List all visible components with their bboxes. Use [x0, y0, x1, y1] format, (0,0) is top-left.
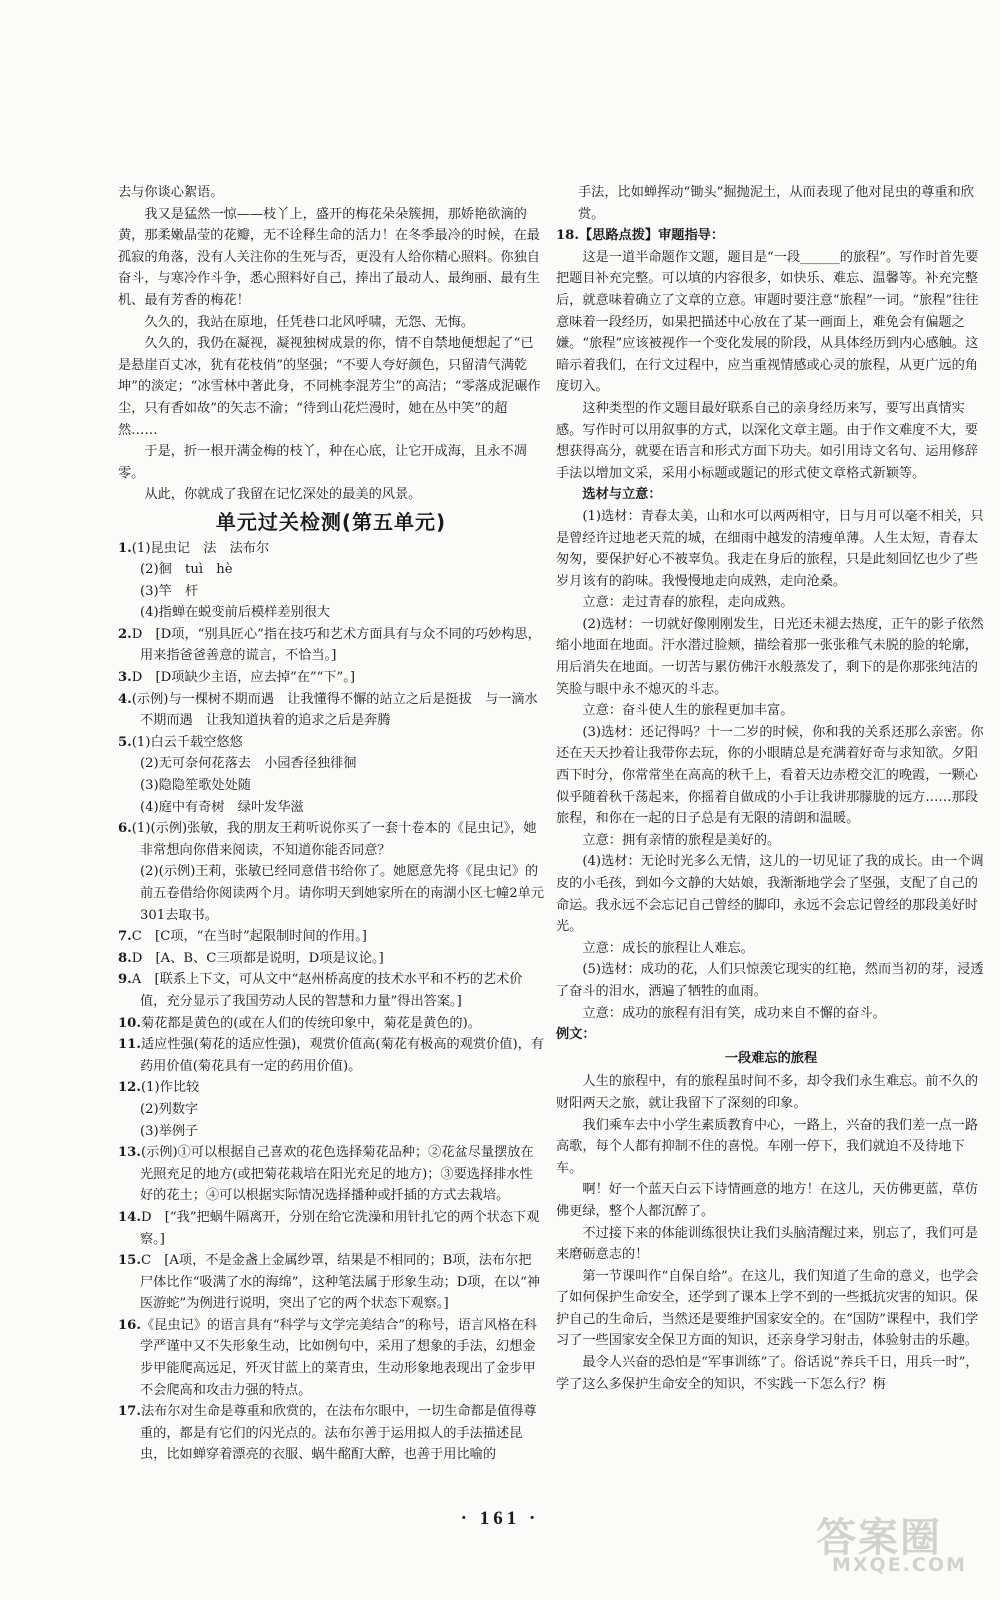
left-column — [118, 182, 544, 1466]
answer-15 — [118, 1250, 544, 1315]
example-label: 例文： — [556, 1027, 596, 1043]
question-number: 11. — [118, 1037, 141, 1053]
essay-paragraph: 啊！好一个蓝天白云下诗情画意的地方！在这儿，天仿佛更蓝，草仿佛更绿，整个人都沉醉了。 — [556, 1182, 979, 1219]
question-number: 8. — [118, 950, 132, 966]
answer-4 — [118, 689, 544, 732]
question-number: 14. — [118, 1209, 141, 1225]
question-number: 17. — [118, 1404, 141, 1420]
guide-paragraph: 这是一道半命题作文题，题目是“一段______的旅程”。写作时首先要把题目补充完整。可以填的内容很多，如快乐、难忘、温馨等。补充完整后，就意味着确立了文章的立意。审题时要注意“旅程”一词。“旅程”往往意味着一段经历，如果把描述中心放在了某一画面上，难免会有偏题之嫌。“旅程”应该被视作一个变化发展的阶段，从具体经历到内心感触。这暗示着我们，在行文过程中，应当重视情感或心灵的旅程，从更广远的角度切入。 — [556, 249, 979, 395]
answer-text: D [D项缺少主语，应去掉“在”“下”。] — [131, 670, 356, 686]
answer-1 — [118, 538, 544, 624]
answer-18-heading — [556, 225, 986, 247]
answer-text: D [“我”把蜗牛隔离开，分别在给它洗澡和用针扎它的两个状态下观察。] — [140, 1209, 540, 1247]
answer-text: (1)昆虫记 法 法布尔 — [131, 540, 270, 556]
essay-paragraph: 不过接下来的体能训练很快让我们头脑清醒过来，别忘了，我们可是来磨砺意志的！ — [556, 1225, 979, 1263]
answer-12 — [118, 1077, 544, 1142]
answer-17 — [118, 1401, 544, 1466]
material-point: (4)选材：无论时光多么无情，这儿的一切见证了我的成长。由一个调皮的小毛孩，到如今文静的大姑娘，我渐渐地学会了坚强，支配了自己的命运。我永远不会忘记自己曾经的脚印，永远不会忘记曾经的那段美好时光。 — [556, 854, 984, 935]
answer-text: (3)隐隐笙歌处处随 — [140, 778, 251, 794]
essay-paragraph: 从此，你就成了我留在记忆深处的最美的风景。 — [144, 487, 422, 503]
answer-text: C [C项，“在当时”起限制时间的作用。] — [131, 929, 367, 945]
question-number: 5. — [118, 734, 132, 750]
answer-8 — [118, 948, 544, 970]
material-point: (1)选材：青春太美，山和水可以两两相守，日与月可以毫不相关，只是曾经许过地老天荒的城，在细雨中越发的清瘦单薄。人生太短，青春太匆匆，要保护好心不被辜负。我走在身后的旅程，只是此刻回忆也少了些岁月该有的韵味。我慢慢地走向成熟，走向沧桑。 — [556, 508, 984, 589]
question-number: 12. — [118, 1080, 141, 1096]
answer-2 — [118, 624, 544, 667]
material-point: 立意：拥有亲情的旅程是美好的。 — [582, 832, 781, 848]
question-number: 7. — [118, 929, 132, 945]
essay-paragraph: 久久的，我站在原地，任凭巷口北风呼啸，无怨、无悔。 — [144, 314, 475, 330]
guide-paragraph: 这种类型的作文题目最好联系自己的亲身经历来写，要写出真情实感。写作时可以用叙事的方式，以深化文章主题。由于作文难度不大，要想获得高分，就要在语言和形式方面下功夫。如引用诗文名句、运用修辞手法以增加文采，采用小标题或题记的形式使文章格式新颖等。 — [556, 400, 978, 481]
essay-paragraph: 第一节课叫作“自保自给”。在这儿，我们知道了生命的意义，也学会了如何保护生命安全，还学到了课本上学不到的一些抵抗灾害的知识。保护自己的生命后，当然还是要维护国家安全的。在“国防”课程中，我们学习了一些国家安全保卫方面的知识，还亲身学习射击，体验射击的乐趣。 — [556, 1268, 979, 1349]
essay-paragraph: 人生的旅程中，有的旅程虽时间不多，却令我们永生难忘。前不久的财阳两天之旅，就让我留下了深刻的印象。 — [556, 1074, 979, 1111]
material-point: 立意：奋斗使人生的旅程更加丰富。 — [582, 703, 794, 719]
answer-text: (3)竿 杆 — [140, 583, 199, 599]
watermark-text: 答案圈 — [816, 1515, 942, 1561]
question-number: 6. — [118, 821, 132, 837]
material-point: 立意：成长的旅程让人难忘。 — [582, 940, 754, 956]
answer-text: (1)(示例)张敏，我的朋友王莉听说你买了一套十卷本的《昆虫记》，她非常想向你借来阅读，不知道你能否同意？ — [131, 821, 537, 858]
answer-17-continued: 手法，比如蝉挥动“锄头”掘抛泥土，从而表现了他对昆虫的尊重和欣赏。 — [578, 185, 974, 222]
answer-text: D [D项，“别具匠心”指在技巧和艺术方面具有与众不同的巧妙构思，用来指爸爸善意的谎言，不恰当。] — [131, 626, 541, 664]
answer-text: (4)庭中有奇树 绿叶发华滋 — [140, 799, 304, 815]
question-number: 4. — [118, 691, 132, 707]
essay-paragraph: 最令人兴奋的恐怕是“军事训练”了。俗话说“养兵千日，用兵一时”，学了这么多保护生命安全的知识，不实践一下怎么行？栴 — [556, 1355, 979, 1392]
material-point: (5)选材：成功的花，人们只惊羡它现实的红艳，然而当初的芽，浸透了奋斗的泪水，洒遍了牺牲的血雨。 — [556, 962, 984, 999]
essay-paragraph: 我又是猛然一惊——枝丫上，盛开的梅花朵朵簇拥，那娇艳欲滴的黄，那柔嫩晶莹的花瓣，无不诠释生命的活力！在冬季最冷的时候，在最孤寂的角落，没有人关注你的生死与否，更没有人给你精心照料。你独自奋斗，与寒冷作斗争，悉心照料好自己，捧出了最动人、最绚丽、最有生机、最有芳香的梅花！ — [118, 206, 540, 308]
answer-text: 适应性强(菊花的适应性强)，观赏价值高(菊花有极高的观赏价值)，有药用价值(菊花具有一定的药用价值)。 — [140, 1037, 544, 1074]
question-number: 9. — [118, 972, 132, 988]
answer-text: 法布尔对生命是尊重和欣赏的，在法布尔眼中，一切生命都是值得尊重的，都是有它们的闪光点的。法布尔善于运用拟人的手法描述昆虫，比如蝉穿着漂亮的衣服、蜗牛酩酊大醉，也善于用比喻的 — [140, 1404, 537, 1463]
answer-text: (示例)与一棵树不期而遇 让我懂得不懈的站立之后是挺拔 与一滴水不期而遇 让我知道执着的追求之后是奔腾 — [131, 691, 538, 729]
material-point: (3)选材：还记得吗？十一二岁的时候，你和我的关系还那么亲密。你还在天天抄着让我带你去玩，你的小眼睛总是充满着好奇与求知欲。夕阳西下时分，你常常坐在高高的秋千上，看着天边赤橙交汇的晚霞，一颗心似乎随着秋千荡起来，你摇着自做成的小手让我讲那朦胧的远方……那段旅程，和你在一起的日子总是有无限的清朗和温暖。 — [556, 724, 984, 827]
material-point: 立意：成功的旅程有泪有笑，成功来自不懈的奋斗。 — [582, 1005, 886, 1021]
essay-paragraph: 去与你谈心絮语。 — [118, 185, 224, 200]
answer-16 — [118, 1315, 544, 1401]
question-number: 3. — [118, 670, 132, 686]
question-number: 16. — [118, 1317, 141, 1333]
answer-6 — [118, 818, 544, 926]
answer-text: (2)(示例)王莉，张敏已经同意借书给你了。她愿意先将《昆虫记》的前五卷借给你阅读两个月。请你明天到她家所在的南湖小区七幢2单元301去取书。 — [140, 864, 545, 923]
answer-text: 《昆虫记》的语言具有“科学与文学完美结合”的称号，语言风格在科学严谨中又不失形象生动，比如例句中，采用了想象的手法，幻想金步甲能爬高远足，歼灭甘蓝上的菜青虫，生动形象地表现出了金步甲不会爬高和攻击力强的特点。 — [140, 1317, 537, 1398]
answer-text: (1)作比较 — [140, 1080, 200, 1096]
question-number: 10. — [118, 1015, 141, 1031]
hint-heading: 【思路点拨】审题指导： — [578, 228, 725, 244]
question-number: 1. — [118, 540, 132, 556]
answer-9 — [118, 969, 544, 1012]
question-number: 15. — [118, 1253, 141, 1269]
question-number: 2. — [118, 626, 132, 642]
essay-end — [118, 182, 544, 506]
answer-text: (2)无可奈何花落去 小园香径独徘徊 — [140, 756, 357, 772]
answer-13 — [118, 1142, 544, 1207]
essay-paragraph: 久久的，我仍在凝视，凝视独树成景的你，情不自禁地便想起了“已是悬崖百丈冰，犹有花枝俏”的坚强；“不要人夸好颜色，只留清气满乾坤”的淡定；“冰雪林中著此身，不同桃李混芳尘”的高洁；“零落成泥碾作尘，只有香如故”的矢志不渝；“待到山花烂漫时，她在丛中笑”的超然…… — [118, 336, 541, 438]
answer-text: (示例)①可以根据自己喜欢的花色选择菊花品种；②花盆尽量摆放在光照充足的地方(或把菊花栽培在阳光充足的地方)；③要选择排水性好的花土；④可以根据实际情况选择播种或扦插的方式去栽培。 — [140, 1145, 534, 1204]
page-number: · 161 · — [460, 1508, 540, 1529]
material-heading: 选材与立意： — [582, 487, 662, 503]
answer-3 — [118, 667, 544, 689]
watermark-url: MXQE.COM — [832, 1554, 967, 1576]
answer-text: (2)列数字 — [140, 1101, 199, 1117]
material-point: (2)选材：一切就好像刚刚发生，日光还未褪去热度，正午的影子依然缩小地面在地面。汗水潜过脸颊，描绘着那一张张稚气未脱的脸的轮廓，用后消失在地面。一切苦与累仿佛汗水般蒸发了，剩下的是你那张纯洁的笑脸与眼中永不熄灭的斗志。 — [556, 616, 984, 697]
answer-text: (1)白云千载空悠悠 — [131, 734, 243, 750]
answer-7 — [118, 926, 544, 948]
answer-text: A [联系上下文，可从文中“赵州桥高度的技术水平和不朽的艺术价值，充分显示了我国劳动人民的智慧和力量”得出答案。] — [131, 972, 523, 1009]
answer-text: (4)指蝉在蜕变前后模样差别很大 — [140, 605, 331, 621]
answer-text: D [A、B、C三项都是说明，D项是议论。] — [131, 950, 384, 966]
answer-11 — [118, 1034, 544, 1077]
question-number: 13. — [118, 1145, 141, 1161]
answer-text: (2)徊 tuì hè — [140, 562, 233, 578]
answer-text: 菊花都是黄色的(或在人们的传统印象中，菊花是黄色的)。 — [140, 1015, 481, 1031]
section-title: 单元过关检测(第五单元) — [215, 509, 447, 534]
answer-10 — [118, 1013, 544, 1035]
essay-paragraph: 于是，折一根开满金梅的枝丫，种在心底，让它开成海，且永不凋零。 — [118, 444, 527, 481]
right-column — [556, 182, 986, 1395]
answer-5 — [118, 732, 544, 818]
answer-14 — [118, 1207, 544, 1250]
example-essay-title: 一段难忘的旅程 — [724, 1050, 818, 1066]
answer-text: (3)举例子 — [140, 1123, 199, 1139]
answer-text: C [A项，不是金盏上金属纱罩，结果是不相同的；B项，法布尔把尸体比作“吸满了水的海绵”，这种笔法属于形象生动；D项，在以“神医游蛇”为例进行说明，突出了它的两个状态下观察。] — [140, 1253, 541, 1312]
question-number: 18. — [556, 228, 579, 244]
watermark-logo — [802, 1506, 972, 1578]
material-point: 立意：走过青春的旅程，走向成熟。 — [582, 595, 794, 611]
essay-paragraph: 我们乘车去中小学生素质教育中心，一路上，兴奋的我们差一点一路高歌，每个人都有抑制不住的喜悦。车刚一停下，我们就迫不及待地下车。 — [556, 1117, 979, 1176]
